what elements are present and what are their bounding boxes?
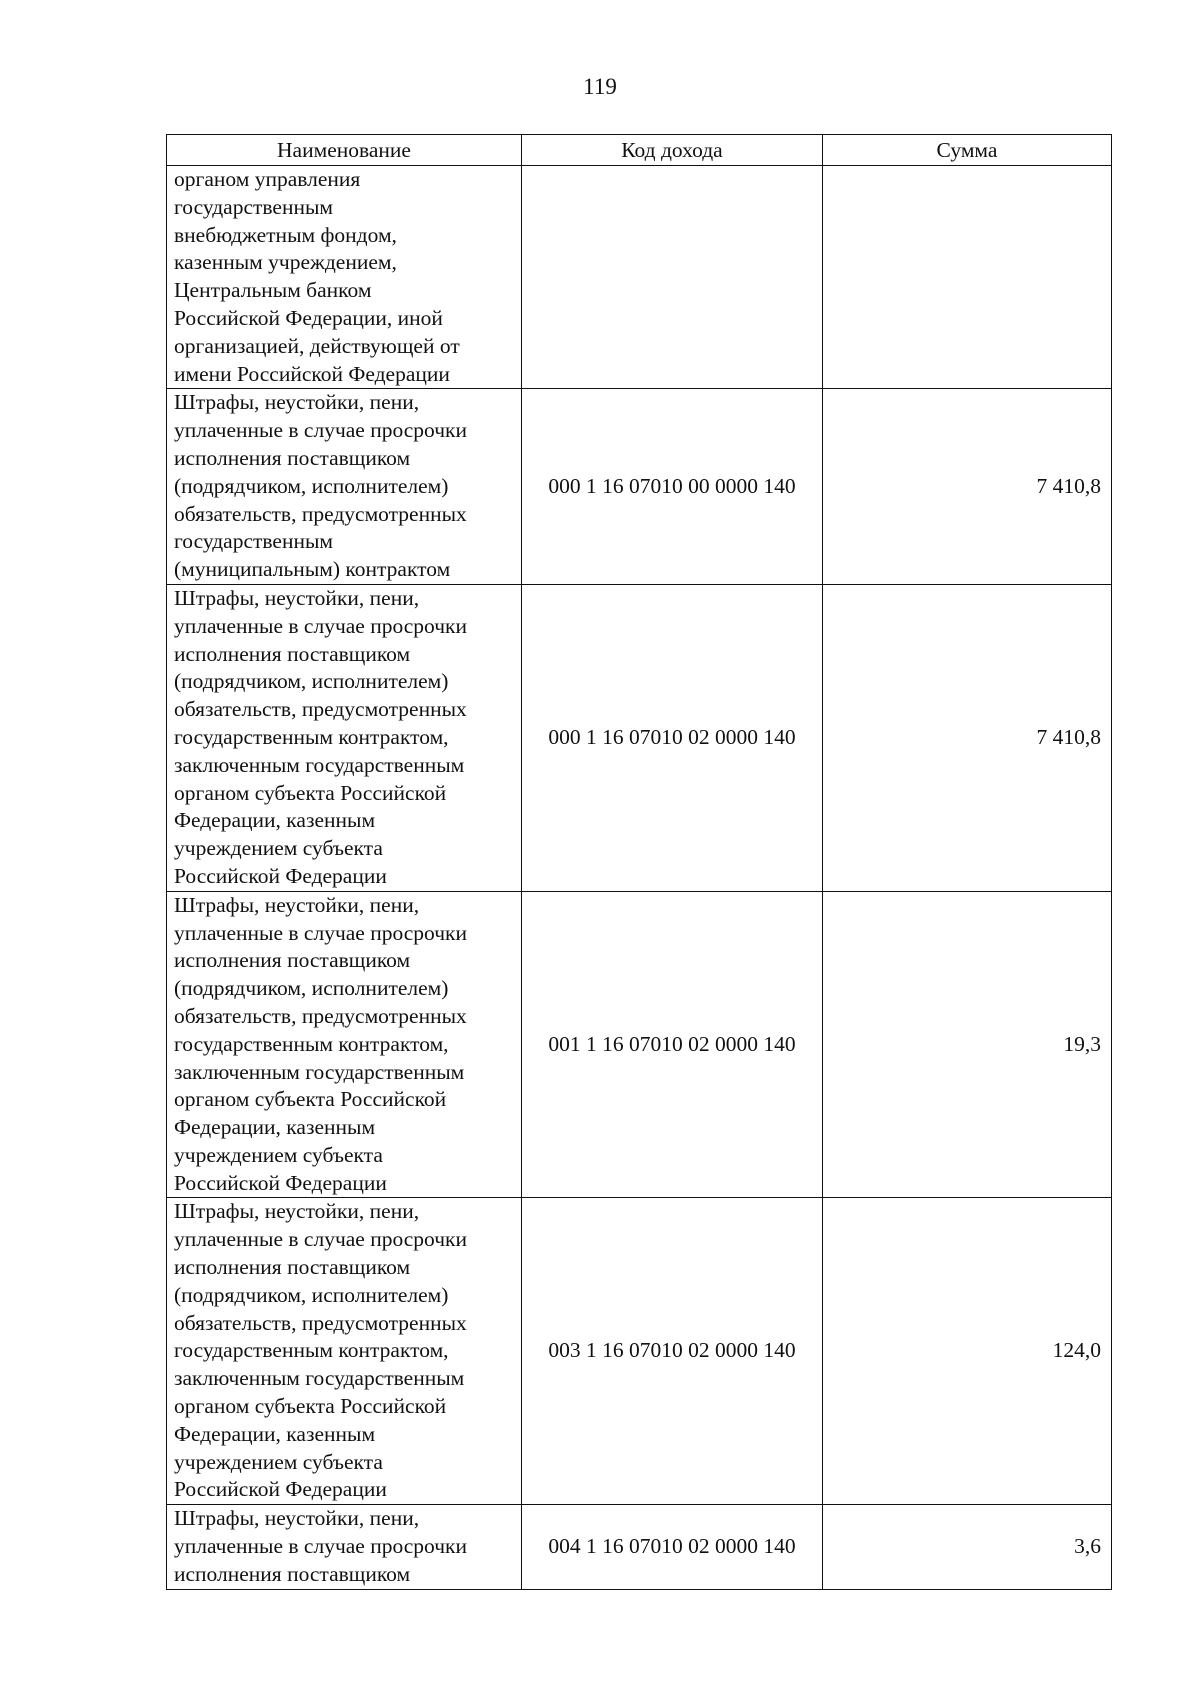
page-number: 119 bbox=[583, 74, 617, 99]
cell-sum: 124,0 bbox=[823, 1198, 1112, 1505]
name-line: Федерации, казенным bbox=[174, 808, 376, 833]
name-line: исполнения поставщиком bbox=[174, 445, 411, 470]
cell-code: 000 1 16 07010 02 0000 140 bbox=[522, 584, 823, 891]
cell-sum: 7 410,8 bbox=[823, 584, 1112, 891]
name-line: органом субъекта Российской bbox=[174, 780, 447, 805]
cell-name bbox=[167, 166, 522, 389]
name-line: Федерации, казенным bbox=[174, 1115, 376, 1140]
cell-name bbox=[167, 891, 522, 1198]
name-line: уплаченные в случае просрочки bbox=[174, 1227, 468, 1252]
name-line: Штрафы, неустойки, пени, bbox=[174, 892, 420, 917]
cell-code: 004 1 16 07010 02 0000 140 bbox=[522, 1505, 823, 1589]
name-line: заключенным государственным bbox=[174, 1059, 465, 1084]
header-code: Код дохода bbox=[522, 135, 823, 166]
name-line: (подрядчиком, исполнителем) bbox=[174, 669, 449, 694]
name-line: Штрафы, неустойки, пени, bbox=[174, 585, 420, 610]
name-line: органом субъекта Российской bbox=[174, 1087, 447, 1112]
cell-sum: 19,3 bbox=[823, 891, 1112, 1198]
table-row bbox=[167, 1505, 1112, 1589]
name-line: Российской Федерации bbox=[174, 1170, 387, 1195]
name-line: внебюджетным фондом, bbox=[174, 222, 397, 247]
revenue-table bbox=[166, 134, 1112, 1590]
name-line: Российской Федерации, иной bbox=[174, 305, 443, 330]
name-line: обязательств, предусмотренных bbox=[174, 697, 467, 722]
table-row bbox=[167, 166, 1112, 389]
name-line: (муниципальным) контрактом bbox=[174, 557, 451, 582]
table-row bbox=[167, 891, 1112, 1198]
table-row bbox=[167, 584, 1112, 891]
header-row bbox=[167, 135, 1112, 166]
name-line: органом управления bbox=[174, 167, 361, 191]
name-line: (подрядчиком, исполнителем) bbox=[174, 1282, 449, 1307]
table-row bbox=[167, 1198, 1112, 1505]
name-line: учреждением субъекта bbox=[174, 836, 383, 861]
cell-name bbox=[167, 584, 522, 891]
name-line: Штрафы, неустойки, пени, bbox=[174, 1506, 420, 1531]
name-line: исполнения поставщиком bbox=[174, 1255, 411, 1280]
name-line: государственным bbox=[174, 194, 334, 219]
name-line: заключенным государственным bbox=[174, 752, 465, 777]
name-line: обязательств, предусмотренных bbox=[174, 501, 467, 526]
name-line: (подрядчиком, исполнителем) bbox=[174, 473, 449, 498]
name-line: заключенным государственным bbox=[174, 1366, 465, 1391]
name-line: Российской Федерации bbox=[174, 1477, 387, 1502]
cell-code: 000 1 16 07010 00 0000 140 bbox=[522, 389, 823, 585]
name-line: Штрафы, неустойки, пени, bbox=[174, 1199, 420, 1224]
name-line: государственным контрактом, bbox=[174, 1031, 449, 1056]
cell-code: 003 1 16 07010 02 0000 140 bbox=[522, 1198, 823, 1505]
name-line: учреждением субъекта bbox=[174, 1449, 383, 1474]
cell-name bbox=[167, 1505, 522, 1589]
name-line: уплаченные в случае просрочки bbox=[174, 920, 468, 945]
cell-name bbox=[167, 1198, 522, 1505]
name-line: Федерации, казенным bbox=[174, 1421, 376, 1446]
name-line: уплаченные в случае просрочки bbox=[174, 613, 468, 638]
name-line: исполнения поставщиком bbox=[174, 641, 411, 666]
cell-name bbox=[167, 389, 522, 585]
name-line: организацией, действующей от bbox=[174, 333, 460, 358]
name-line: учреждением субъекта bbox=[174, 1142, 383, 1167]
name-line: государственным bbox=[174, 529, 334, 554]
name-line: имени Российской Федерации bbox=[174, 361, 450, 386]
name-line: Центральным банком bbox=[174, 278, 372, 303]
name-line: Штрафы, неустойки, пени, bbox=[174, 390, 420, 415]
cell-sum bbox=[823, 166, 1112, 389]
cell-code: 001 1 16 07010 02 0000 140 bbox=[522, 891, 823, 1198]
name-line: исполнения поставщиком bbox=[174, 948, 411, 973]
name-line: органом субъекта Российской bbox=[174, 1394, 447, 1419]
name-line: Российской Федерации bbox=[174, 863, 387, 888]
name-line: исполнения поставщиком bbox=[174, 1561, 411, 1586]
name-line: казенным учреждением, bbox=[174, 250, 397, 275]
name-line: государственным контрактом, bbox=[174, 724, 449, 749]
name-line: уплаченные в случае просрочки bbox=[174, 1534, 468, 1559]
name-line: (подрядчиком, исполнителем) bbox=[174, 976, 449, 1001]
table-row bbox=[167, 389, 1112, 585]
header-sum: Сумма bbox=[823, 135, 1112, 166]
name-line: государственным контрактом, bbox=[174, 1338, 449, 1363]
header-name: Наименование bbox=[167, 135, 522, 166]
name-line: обязательств, предусмотренных bbox=[174, 1310, 467, 1335]
name-line: уплаченные в случае просрочки bbox=[174, 418, 468, 443]
cell-sum: 3,6 bbox=[823, 1505, 1112, 1589]
cell-code bbox=[522, 166, 823, 389]
cell-sum: 7 410,8 bbox=[823, 389, 1112, 585]
table-body bbox=[167, 166, 1112, 1590]
name-line: обязательств, предусмотренных bbox=[174, 1003, 467, 1028]
table-header bbox=[167, 135, 1112, 166]
